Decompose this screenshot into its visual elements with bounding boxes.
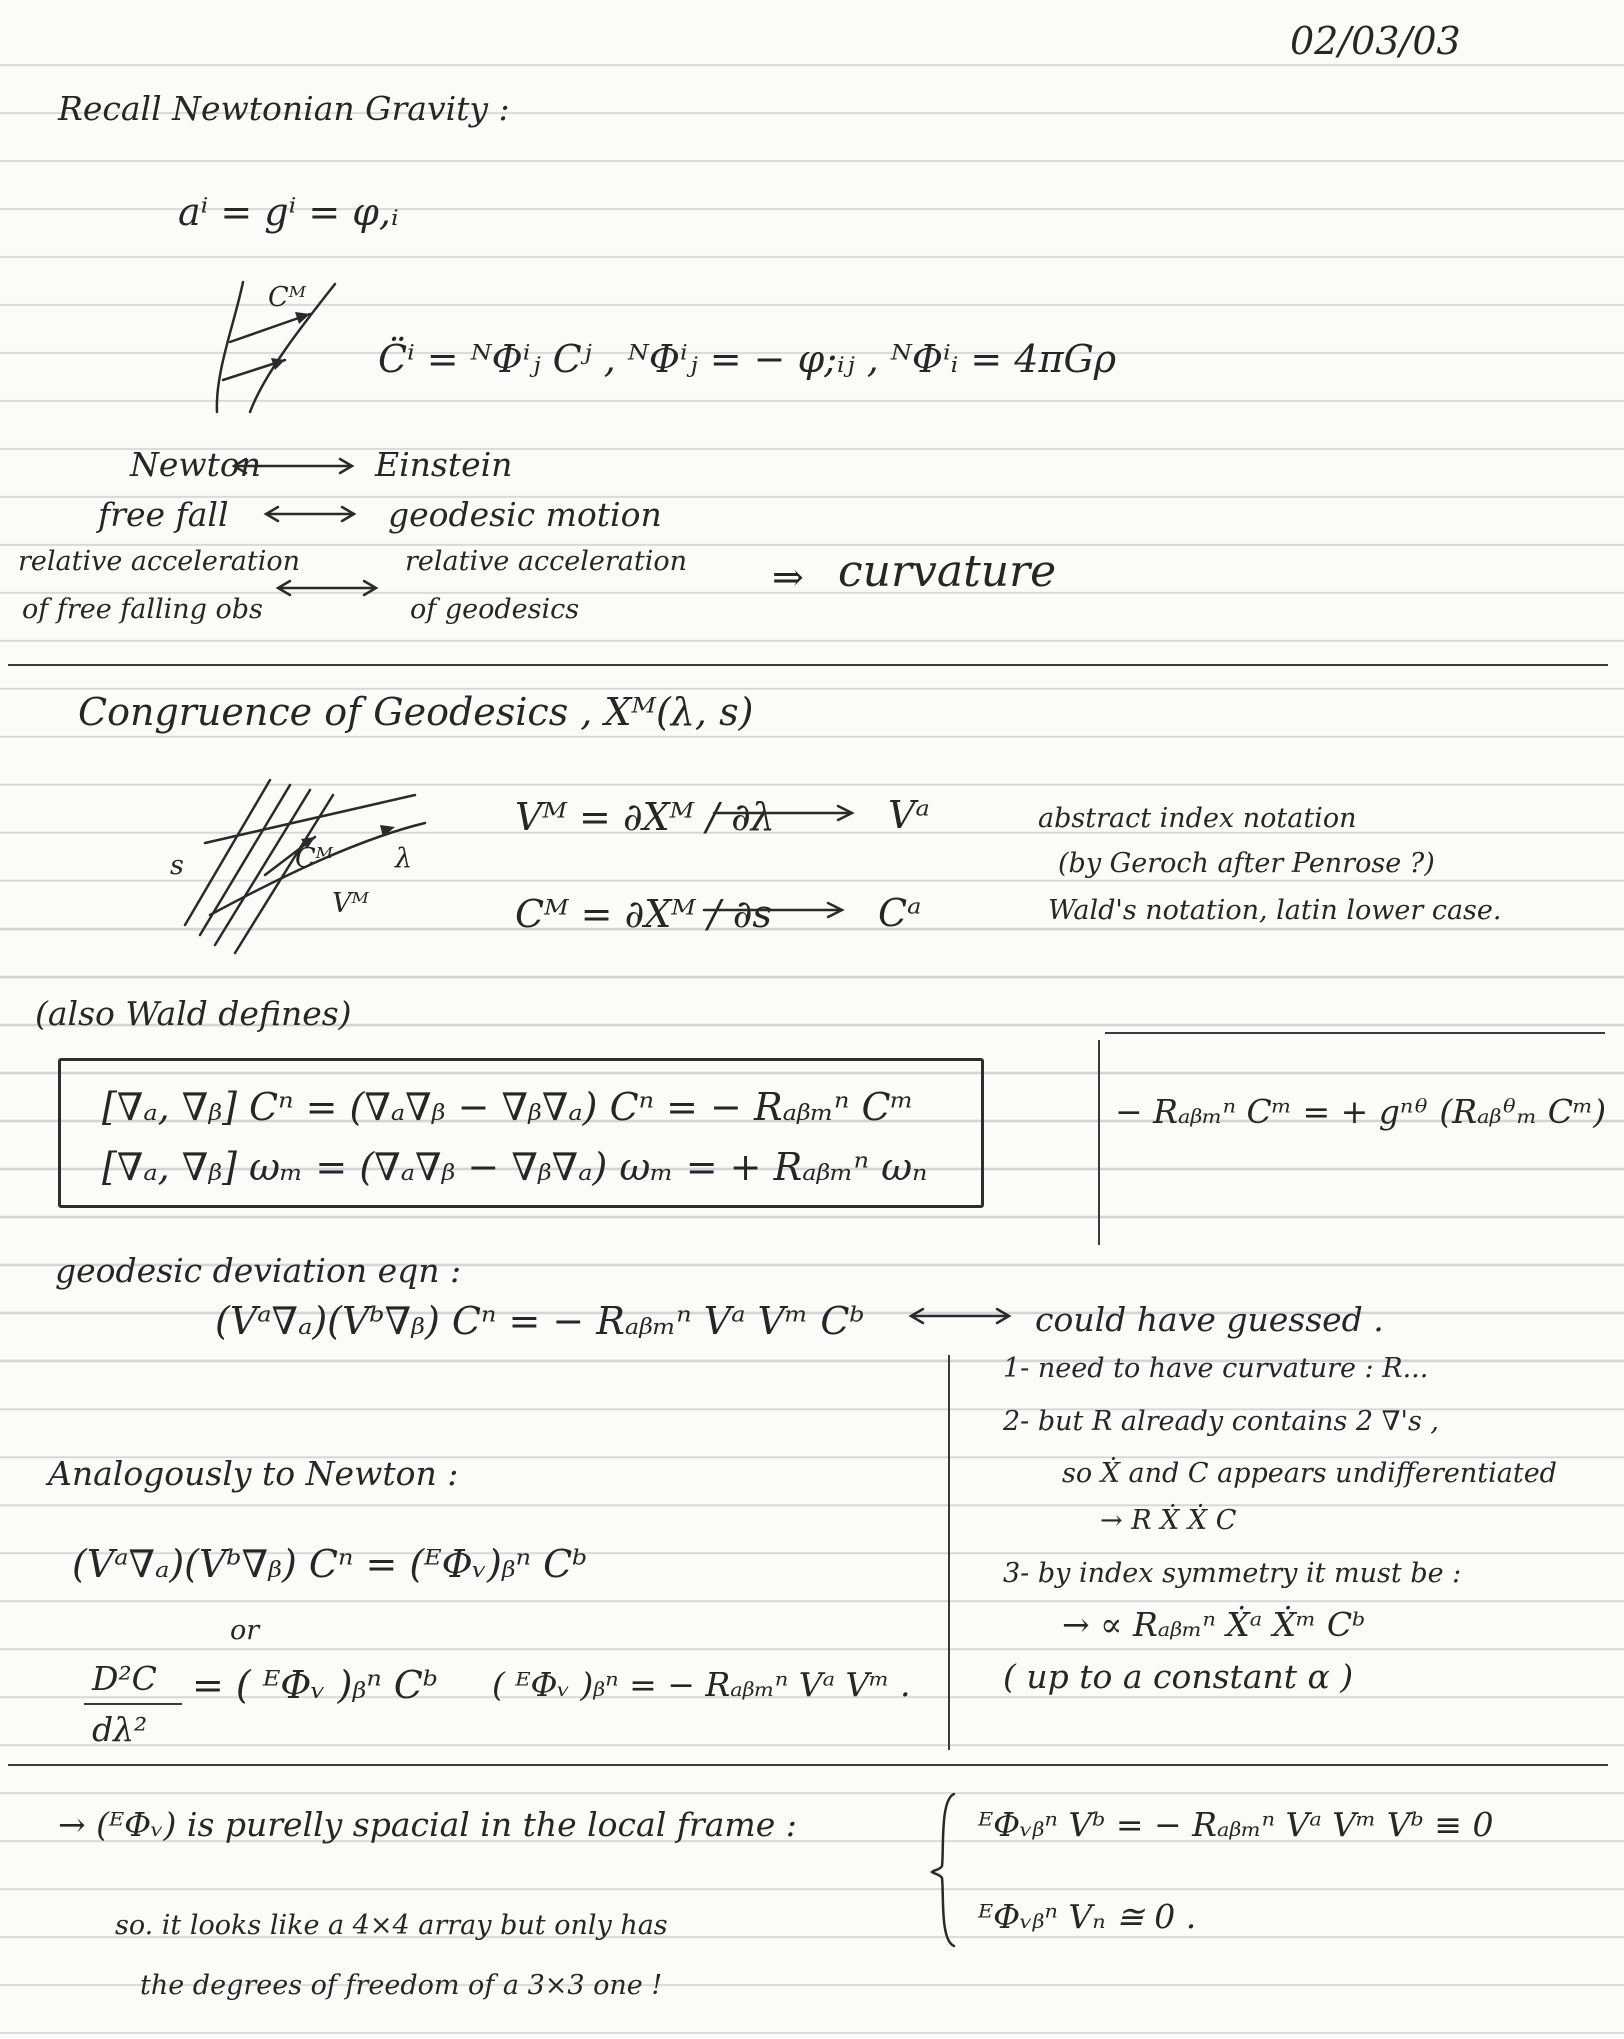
double-arrow-icon xyxy=(228,456,358,476)
side-note-divider xyxy=(1105,1032,1605,1034)
equation-acceleration: aⁱ = gⁱ = φ,ᵢ xyxy=(178,190,399,234)
note-abstract-index-notation: abstract index notation xyxy=(1038,803,1357,834)
equation-analogy-operator: (Vᵃ∇ₐ)(Vᵇ∇ᵦ) Cⁿ = (ᴱΦᵥ)ᵦⁿ Cᵇ xyxy=(72,1542,588,1586)
sketch-label-vm: Vᴹ xyxy=(332,888,369,919)
reason-r-x-x-c: → R Ẋ Ẋ C xyxy=(1100,1505,1237,1536)
label-or: or xyxy=(230,1615,260,1646)
label-also-wald-defines: (also Wald defines) xyxy=(35,994,352,1033)
note-wald-notation: Wald's notation, latin lower case. xyxy=(1048,895,1502,926)
reason-need-curvature: 1- need to have curvature : R... xyxy=(1003,1353,1429,1384)
sketch-label-cm: Cᴹ xyxy=(295,843,334,874)
equation-index-raising: − Rₐᵦₘⁿ Cᵐ = + gⁿᶿ (Rₐᵦᶿₘ Cᵐ) xyxy=(1115,1092,1607,1131)
closing-brace xyxy=(930,1790,960,1950)
label-free-fall: free fall xyxy=(98,495,229,534)
equation-commutator-covector: [∇ₐ, ∇ᵦ] ωₘ = (∇ₐ∇ᵦ − ∇ᵦ∇ₐ) ωₘ = + Rₐᵦₘⁿ ωₙ xyxy=(102,1145,928,1189)
reason-undifferentiated: so Ẋ and C appears undifferentiated xyxy=(1062,1458,1557,1489)
equation-velocity-definition: Vᴹ = ∂Xᴹ / ∂λ xyxy=(515,795,775,839)
reason-two-derivatives: 2- but R already contains 2 ∇'s , xyxy=(1003,1406,1439,1437)
label-free-falling-observers: of free falling obs xyxy=(22,594,263,625)
side-note-bracket xyxy=(1098,1040,1100,1245)
equation-commutator-vector: [∇ₐ, ∇ᵦ] Cⁿ = (∇ₐ∇ᵦ − ∇ᵦ∇ₐ) Cⁿ = − Rₐᵦₘⁿ Cᵐ xyxy=(102,1085,914,1129)
section-heading-newtonian: Recall Newtonian Gravity : xyxy=(58,89,510,128)
label-curvature: curvature xyxy=(838,546,1057,597)
section-heading-analogy: Analogously to Newton : xyxy=(48,1454,459,1493)
label-newton: Newton xyxy=(130,445,262,484)
velocity-abstract-index: Vᵃ xyxy=(888,793,930,837)
note-geroch-penrose: (by Geroch after Penrose ?) xyxy=(1058,848,1435,879)
section-divider xyxy=(8,1764,1608,1766)
sketch-label-c: Cᴹ xyxy=(268,282,307,313)
equation-analogy-rhs: = ( ᴱΦᵥ )ᵦⁿ Cᵇ xyxy=(192,1663,439,1707)
section-divider xyxy=(8,664,1608,666)
fraction-bar xyxy=(84,1703,182,1705)
equation-geodesic-deviation: (Vᵃ∇ₐ)(Vᵇ∇ᵦ) Cⁿ = − Rₐᵦₘⁿ Vᵃ Vᵐ Cᵇ xyxy=(215,1299,865,1343)
equation-tidal-tensor-definition: ( ᴱΦᵥ )ᵦⁿ = − Rₐᵦₘⁿ Vᵃ Vᵐ . xyxy=(492,1665,911,1704)
reason-index-symmetry: 3- by index symmetry it must be : xyxy=(1003,1558,1462,1589)
double-arrow-icon xyxy=(272,578,382,598)
page-date: 02/03/03 xyxy=(1290,19,1461,63)
separation-abstract-index: Cᵃ xyxy=(878,891,922,935)
label-geodesic-motion: geodesic motion xyxy=(388,495,662,534)
double-arrow-icon xyxy=(260,504,360,524)
equation-tidal-newton: C̈ⁱ = ᴺΦⁱⱼ Cʲ , ᴺΦⁱⱼ = − φ;ᵢⱼ , ᴺΦⁱᵢ = 4πGρ xyxy=(378,337,1117,381)
sketch-label-lambda: λ xyxy=(395,843,413,874)
double-arrow-icon xyxy=(905,1306,1015,1326)
remark-purely-spatial: → (ᴱΦᵥ) is purelly spacial in the local frame : xyxy=(58,1805,797,1844)
fraction-numerator: D²C xyxy=(92,1659,157,1698)
equation-orthogonality-one: ᴱΦᵥᵦⁿ Vᵇ = − Rₐᵦₘⁿ Vᵃ Vᵐ Vᵇ ≡ 0 xyxy=(978,1805,1494,1844)
sketch-label-s: s xyxy=(170,850,184,881)
reason-proportional-form: → ∝ Rₐᵦₘⁿ Ẋᵃ Ẋᵐ Cᵇ xyxy=(1062,1605,1366,1644)
section-heading-congruence: Congruence of Geodesics , Xᴹ(λ, s) xyxy=(78,690,754,734)
right-arrow-icon xyxy=(700,900,850,920)
equation-separation-definition: Cᴹ = ∂Xᴹ / ∂s xyxy=(515,892,772,936)
implies-arrow: ⇒ xyxy=(772,555,804,599)
remark-three-by-three: the degrees of freedom of a 3×3 one ! xyxy=(140,1970,663,2001)
label-relative-acceleration-left: relative acceleration xyxy=(18,546,300,577)
label-relative-acceleration-right: relative acceleration xyxy=(405,546,687,577)
reason-up-to-constant: ( up to a constant α ) xyxy=(1003,1657,1354,1696)
note-could-have-guessed: could have guessed . xyxy=(1035,1300,1384,1339)
equation-orthogonality-two: ᴱΦᵥᵦⁿ Vₙ ≅ 0 . xyxy=(978,1897,1197,1936)
right-arrow-icon xyxy=(710,803,860,823)
label-geodesic-deviation: geodesic deviation eqn : xyxy=(55,1251,462,1290)
label-einstein: Einstein xyxy=(375,445,513,484)
label-of-geodesics: of geodesics xyxy=(410,594,580,625)
remark-four-by-four: so. it looks like a 4×4 array but only has xyxy=(115,1910,668,1941)
fraction-denominator: dλ² xyxy=(92,1710,148,1749)
reasoning-bracket xyxy=(948,1355,950,1750)
